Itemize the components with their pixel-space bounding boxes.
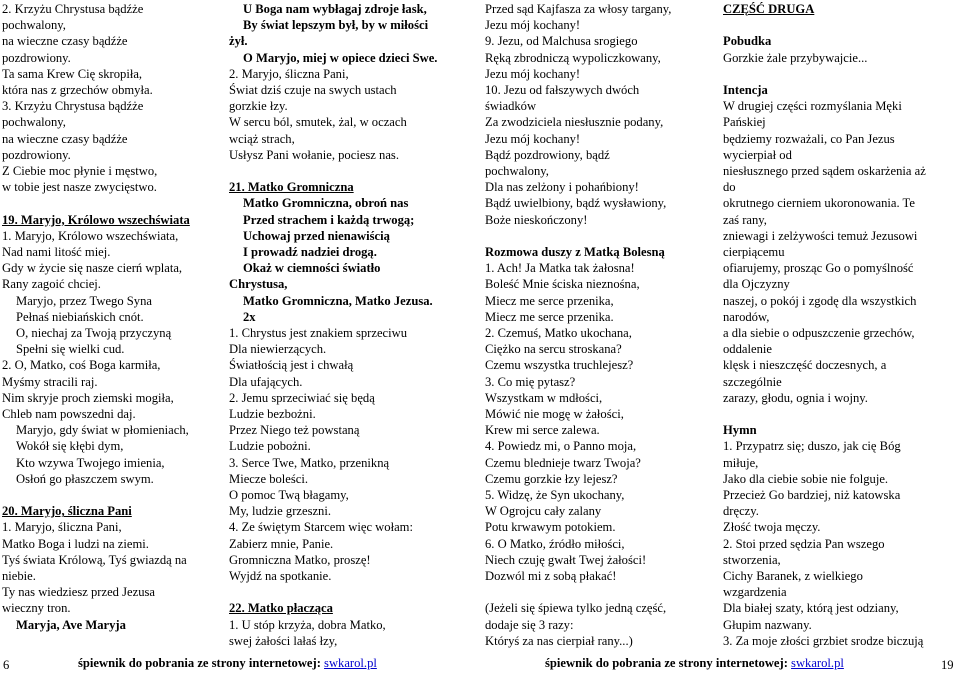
col4-line: Intencja [723,82,768,97]
col2-line: 3. Serce Twe, Matko, przenikną [229,455,390,470]
col1-line: Osłoń go płaszczem swym. [16,471,154,486]
col4-line: do [723,180,736,195]
col3-line: Jezu mój kochany! [485,131,581,146]
col2-line: 2. Maryjo, śliczna Pani, [229,66,349,81]
col2-line: Przez Niego też powstaną [229,423,360,438]
col4-line: zarazy, głodu, ognia i wojny. [723,390,868,405]
col4-line: dręczy. [723,504,759,519]
col2-line: Przed strachem i każdą trwogą; [243,212,415,227]
col1-line: Maryjo, przez Twego Syna [16,293,152,308]
col3-line: (Jeżeli się śpiewa tylko jedną część, [485,601,667,616]
col3-line: 2. Czemuś, Matko ukochana, [485,326,632,341]
col2-line: W sercu ból, smutek, żal, w oczach [229,115,407,130]
col2-line: Okaż w ciemności światło [243,261,381,276]
col3-line: pochwalony, [485,164,549,179]
col2-line: Chrystusa, [229,277,288,292]
col1-line: w tobie jest nasze zwycięstwo. [2,180,157,195]
column-4 [723,1,957,649]
col1-line: pozdrowiony. [2,147,71,162]
col3-line: Rozmowa duszy z Matką Bolesną [485,245,665,260]
col4-line: Dla białej szaty, którą jest odziany, [723,601,899,616]
col3-line: Boże nieskończony! [485,212,588,227]
col4-line [723,406,957,422]
col4-line: niesłusznego przed sądem oskarżenia aż [723,164,926,178]
col2-line: My, ludzie grzeszni. [229,504,331,519]
col1-line: Wokół się kłębi dym, [16,439,124,454]
col3-line: świadków [485,99,537,114]
col1-line: Matko Boga i ludzi na ziemi. [2,536,149,551]
footer-right [545,656,844,671]
col3-line: Któryś za nas cierpiał rany...) [485,633,633,648]
col2-line: O pomoc Twą błagamy, [229,488,349,503]
col4-line: Hymn [723,423,757,438]
col1-line: 20. Maryjo, śliczna Pani [2,504,132,519]
col1-line: Myśmy stracili raj. [2,374,98,389]
col4-line: Głupim nazwany. [723,617,812,632]
col2-line: Gromniczna Matko, proszę! [229,552,371,567]
col2-line: Światłością jest i chwałą [229,358,354,373]
col2-line: O Maryjo, miej w opiece dzieci Swe. [243,50,438,65]
col1-line: pozdrowiony. [2,50,71,65]
column-2 [229,1,474,649]
col3-line: Miecz me serce przenika. [485,309,614,324]
col2-line: gorzkie łzy. [229,99,288,114]
col3-line: Ręką zbrodniczą wypoliczkowany, [485,50,661,65]
col2-line: Zabierz mnie, Panie. [229,536,334,551]
col3-line: Bądź pozdrowiony, bądź [485,147,610,162]
page-number-right: 19 [941,658,954,672]
col4-line: Jako dla ciebie sobie nie folguje. [723,471,889,486]
column-1 [2,1,224,633]
col2-line: Wyjdź na spotkanie. [229,569,332,584]
col1-line: Nad nami litość miej. [2,245,111,260]
col3-line: dodaje się 3 razy: [485,617,574,632]
col2-line: żył. [229,34,248,49]
col3-line: Za zwodziciela niesłusznie podany, [485,115,664,130]
page-number-left: 6 [3,658,10,672]
col1-line: Maryja, Ave Maryja [16,617,126,632]
col4-line: cierpiącemu [723,245,785,260]
col3-line: Krew mi serce zalewa. [485,423,600,438]
col4-line: Pańskiej [723,115,766,130]
col2-line: Ludzie bezbożni. [229,407,316,422]
col2-line: Usłysz Pani wołanie, pociesz nas. [229,147,399,162]
col3-line: W Ogrojcu cały zalany [485,504,602,519]
col1-line: Gdy w życie się nasze cierń wplata, [2,261,183,276]
col3-line: Mówić nie mogę w żałości, [485,407,624,422]
col4-line: okrutnego cierniem ukoronowania. Te [723,196,915,211]
col4-line: narodów, [723,309,770,324]
col2-line: 22. Matko płacząca [229,601,333,616]
col1-line: na wieczne czasy bądźże [2,34,128,49]
col4-line: miłuje, [723,455,759,470]
footer-left-link[interactable]: swkarol.pl [324,656,377,670]
col1-line: niebie. [2,569,36,584]
col1-line: Nim skryje proch ziemski mogiła, [2,390,174,405]
col2-line: Świat dziś czuje na swych ustach [229,83,397,98]
col4-line: Przecież Go bardziej, niż katowska [723,488,901,503]
col1-line: Rany zagoić chciej. [2,277,101,292]
col4-line: szczególnie [723,374,782,389]
col2-line: 2x [243,309,256,324]
col1-line: 1. Maryjo, Królowo wszechświata, [2,228,179,243]
col3-line: 4. Powiedz mi, o Panno moja, [485,439,637,454]
column-3 [485,1,713,649]
col3-line: Bądź uwielbiony, bądź wysławiony, [485,196,667,211]
col1-line: 1. Maryjo, śliczna Pani, [2,520,122,535]
col1-line: Maryjo, gdy świat w płomieniach, [16,423,189,438]
col4-line: a dla siebie o odpuszczenie grzechów, [723,326,915,341]
col4-line: będziemy rozważali, co Pan Jezus [723,131,895,146]
col2-line: 1. Chrystus jest znakiem sprzeciwu [229,326,408,341]
col1-line: Kto wzywa Twojego imienia, [16,455,165,470]
col2-line: Miecze boleści. [229,471,309,486]
col4-line: zaś rany, [723,212,767,227]
col2-line: Uchowaj przed nienawiścią [243,228,390,243]
col1-line: 19. Maryjo, Królowo wszechświata [2,212,190,227]
col1-line: O, niechaj za Twoją przyczyną [16,326,172,341]
col2-line: Dla niewierzących. [229,342,327,357]
col1-line: na wieczne czasy bądźże [2,131,128,146]
col2-line: Matko Gromniczna, obroń nas [243,196,409,211]
col4-line [723,17,957,33]
col1-line [2,195,224,211]
col1-line: 2. O, Matko, coś Boga karmiła, [2,358,161,373]
col3-line: Czemu gorzkie łzy lejesz? [485,471,618,486]
footer-right-text: śpiewnik do pobrania ze strony internetowej: [545,656,792,670]
col3-line: Potu krwawym potokiem. [485,520,616,535]
col3-line: Boleść Mnie ściska nieznośna, [485,277,640,292]
footer-left [78,656,377,671]
col2-line: By świat lepszym był, by w miłości [243,18,429,33]
col3-line [485,228,713,244]
col1-line: Ta sama Krew Cię skropiła, [2,66,143,81]
col3-line [485,584,713,600]
col2-line: 2. Jemu sprzeciwiać się będą [229,390,375,405]
col2-line: wciąż strach, [229,131,295,146]
col1-line: pochwalony, [2,115,66,130]
col3-line: 6. O Matko, źródło miłości, [485,536,625,551]
col2-line: 4. Ze świętym Starcem więc wołam: [229,520,413,535]
col4-line: Cichy Baranek, z wielkiego [723,569,863,584]
col3-line: 9. Jezu, od Malchusa srogiego [485,34,638,49]
col3-line: Ciężko na sercu stroskana? [485,342,622,357]
col1-line: Spełni się wielki cud. [16,342,125,357]
col4-line: wzgardzenia [723,585,787,600]
col2-line: 1. U stóp krzyża, dobra Matko, [229,617,386,632]
col1-line: Z Ciebie moc płynie i męstwo, [2,164,158,179]
col3-line: Dozwól mi z sobą płakać! [485,569,617,584]
col4-line: klęsk i nieszczęść doczesnych, a [723,358,887,373]
col4-line: naszej, o pokój i zgodę dla wszystkich [723,293,917,308]
col1-line: 2. Krzyżu Chrystusa bądźże [2,2,144,16]
col2-line: Dla ufających. [229,374,303,389]
col1-line: wieczny tron. [2,601,71,616]
col2-line: U Boga nam wybłagaj zdroje łask, [243,2,427,16]
col4-line: 2. Stoi przed sędzia Pan wszego [723,536,885,551]
col4-line: zniewagi i zelżywości temuż Jezusowi [723,228,918,243]
col4-line: CZĘŚĆ DRUGA [723,2,815,16]
col1-line: która nas z grzechów obmyła. [2,83,153,98]
col1-line: Chleb nam powszedni daj. [2,407,136,422]
col2-line: 21. Matko Gromniczna [229,180,354,195]
col1-line: Ty nas wiedziesz przed Jezusa [2,585,155,600]
col2-line [229,584,474,600]
col3-line: Przed sąd Kajfasza za włosy targany, [485,2,672,16]
col3-line: Jezu mój kochany! [485,18,581,33]
col2-line: Ludzie pobożni. [229,439,311,454]
col1-line [2,487,224,503]
col4-line: wycierpiał od [723,147,792,162]
col1-line: Pełnaś niebiańskich cnót. [16,309,144,324]
col3-line: Czemu wszystka truchlejesz? [485,358,634,373]
col4-line [723,66,957,82]
col4-line: stworzenia, [723,552,781,567]
col3-line: 5. Widzę, że Syn ukochany, [485,488,625,503]
col4-line: Gorzkie żale przybywajcie... [723,50,868,65]
col3-line: Jezu mój kochany! [485,66,581,81]
col1-line: pochwalony, [2,18,66,33]
col4-line: 3. Za moje złości grzbiet srodze biczują [723,633,924,648]
col3-line: Czemu bledniejе twarz Twoja? [485,455,641,470]
col2-line: Matko Gromniczna, Matko Jezusa. [243,293,433,308]
col4-line: W drugiej części rozmyślania Męki [723,99,902,114]
col4-line: Pobudka [723,34,772,49]
col4-line: ofiarujemy, prosząc Go o pomyślność [723,261,914,276]
col4-line: dla Ojczyzny [723,277,790,292]
col1-line: 3. Krzyżu Chrystusa bądźże [2,99,144,114]
col3-line: Dla nas zelżony i pohańbiony! [485,180,639,195]
footer-right-link[interactable]: swkarol.pl [791,656,844,670]
col3-line: Wszystkam w mdłości, [485,390,603,405]
col4-line: oddalenie [723,342,772,357]
col3-line: 3. Co mię pytasz? [485,374,576,389]
col3-line: Miecz me serce przenika, [485,293,614,308]
col3-line: 1. Ach! Ja Matka tak żałosna! [485,261,635,276]
col2-line: swej żałości lałaś łzy, [229,633,338,648]
col3-line: Niech czuję gwałt Twej żałości! [485,552,647,567]
col3-line: 10. Jezu od fałszywych dwóch [485,83,640,98]
col2-line: I prowadź nadziei drogą. [243,245,377,260]
footer-left-text: śpiewnik do pobrania ze strony internetowej: [78,656,325,670]
col1-line: Tyś świata Królową, Tyś gwiazdą na [2,552,187,567]
col4-line: 1. Przypatrz się; duszo, jak cię Bóg [723,439,901,454]
col4-line: Złość twoja męczy. [723,520,821,535]
col2-line [229,163,474,179]
